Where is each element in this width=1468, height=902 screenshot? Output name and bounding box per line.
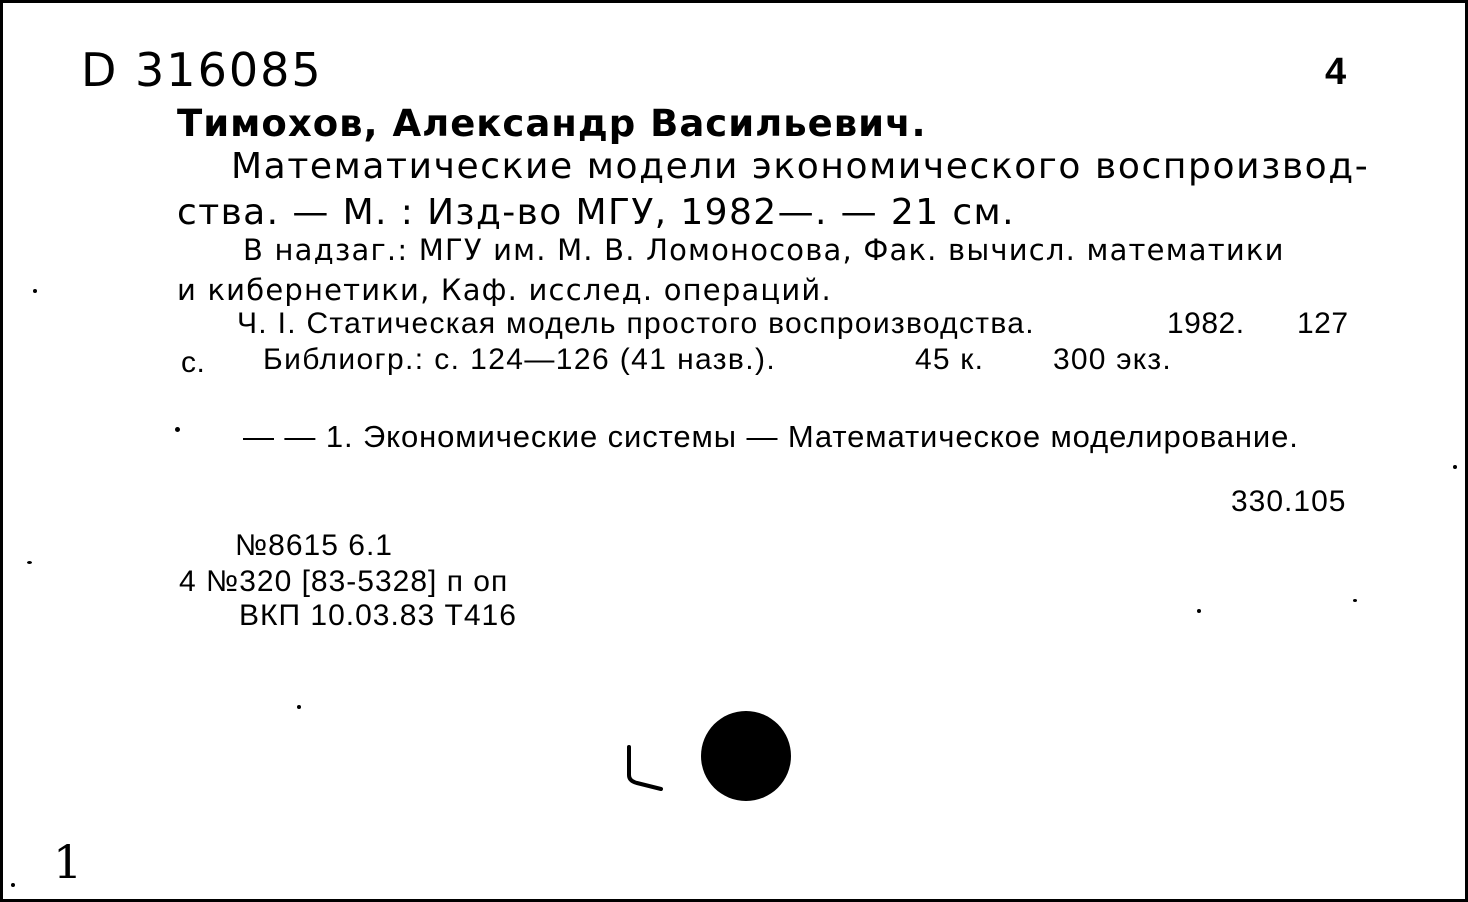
part-price: 45 к. — [915, 343, 985, 376]
punch-hole — [701, 711, 791, 801]
title-line-1: Математические модели экономического воспроизвод- — [231, 146, 1370, 187]
part-year: 1982. — [1167, 307, 1245, 340]
note-line-1: В надзаг.: МГУ им. М. В. Ломоносова, Фак. вычисл. математики — [243, 233, 1285, 267]
part-bibliography: Библиогр.: с. 124—126 (41 назв.). — [263, 343, 777, 376]
speck — [1453, 465, 1457, 469]
speck — [33, 289, 37, 293]
part-print-run: 300 экз. — [1053, 343, 1172, 376]
card-count: 4 — [1325, 51, 1347, 93]
accession-line-1: №8615 6.1 — [235, 529, 393, 562]
part-title: Ч. I. Статическая модель простого воспроизводства. — [237, 307, 1035, 340]
speck — [27, 561, 32, 564]
handwritten-l-mark-icon — [623, 745, 663, 791]
part-pages-abbrev: с. — [181, 346, 206, 379]
call-number: D 316085 — [81, 43, 323, 97]
speck — [1197, 609, 1201, 613]
corner-handwritten-mark: 1 — [53, 835, 83, 889]
part-pages: 127 — [1297, 307, 1349, 340]
author-heading: Тимохов, Александр Васильевич. — [177, 102, 927, 145]
note-line-2: и кибернетики, Каф. исслед. операций. — [177, 273, 832, 307]
accession-line-2: 4 №320 [83-5328] п оп — [179, 565, 509, 598]
subject-heading: — — 1. Экономические системы — Математическое моделирование. — [243, 419, 1299, 454]
speck — [297, 705, 301, 709]
speck — [1353, 599, 1357, 602]
title-line-2: ства. — М. : Изд-во МГУ, 1982—. — 21 см. — [177, 192, 1015, 233]
udc-class-number: 330.105 — [1231, 485, 1347, 518]
speck — [11, 883, 15, 887]
accession-line-3: ВКП 10.03.83 Т416 — [239, 599, 517, 632]
speck — [175, 427, 180, 432]
